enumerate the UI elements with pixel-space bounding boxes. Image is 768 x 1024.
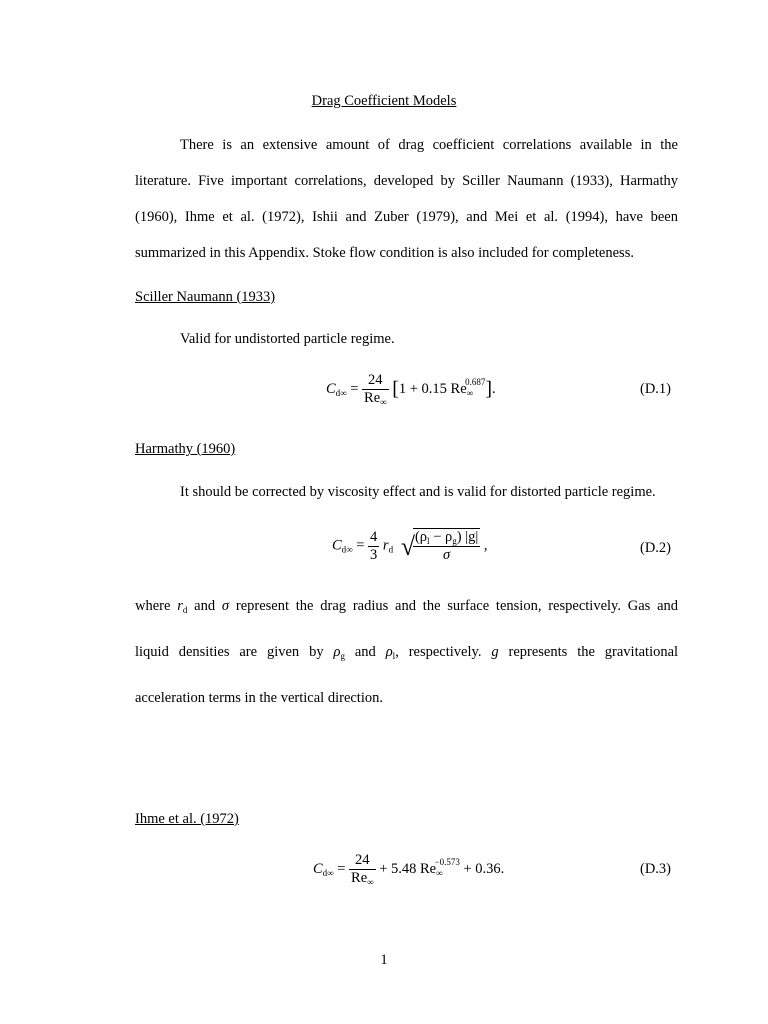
intro-line: (1960), Ihme et al. (1972), Ishii and Zuber (1979), and Mei et al. (1994), have been (135, 209, 678, 225)
section-text: Valid for undistorted particle regime. (180, 331, 395, 347)
fraction: $\frac{24}{Re_\infty}$ (364, 372, 387, 407)
equation-number: (D.3) (640, 861, 672, 877)
equation-number: (D.2) (640, 540, 672, 556)
section-heading-ihme: Ihme et al. (1972) (135, 811, 239, 827)
section-text: It should be corrected by viscosity effect and is valid for distorted particle regime. (180, 484, 656, 500)
fraction: $\frac{24}{Re_\infty}$ (351, 852, 374, 887)
equation-d2: $C_{d\infty}$ = $\frac{4}{3}$ $r_d$ √ $\frac{(\rho_l - \rho_g) |g|}{\sigma}$ , (332, 528, 488, 563)
intro-paragraph (135, 127, 678, 271)
fraction: $\frac{4}{3}$ (370, 528, 378, 563)
description-line: acceleration terms in the vertical direction. (135, 690, 383, 706)
sqrt-fraction: $\frac{(\rho_l - \rho_g) |g|}{\sigma}$ (414, 529, 479, 563)
harmathy-description (135, 588, 678, 716)
description-line: where $r_d$ and σ represent the drag radius and the surface tension, respectively. Gas and (135, 598, 679, 615)
equation-number: (D.1) (640, 381, 672, 397)
equation-d1: $C_{d\infty}$ = $\frac{24}{Re_\infty}$ [1 + 0.15 $Re_\infty^{0.687}$]. (326, 372, 496, 407)
intro-line: literature. Five important correlations, developed by Sciller Naumann (1933), Harmathy (135, 173, 678, 189)
description-line: liquid densities are given by $\rho_g$ and $\rho_l$, respectively. g represents the gravitational (135, 644, 679, 661)
intro-line: summarized in this Appendix. Stoke flow condition is also included for completeness. (135, 245, 634, 261)
page-number: 1 (380, 952, 388, 968)
section-heading-sciller-naumann: Sciller Naumann (1933) (135, 289, 276, 305)
equation-d3: $C_{d\infty}$ = $\frac{24}{Re_\infty}$ + 5.48 $Re_\infty^{-0.573} + 0.36$. (313, 852, 505, 887)
intro-line: There is an extensive amount of drag coefficient correlations available in the (180, 137, 678, 153)
section-heading-harmathy: Harmathy (1960) (135, 441, 236, 457)
page-title: Drag Coefficient Models (311, 93, 457, 109)
